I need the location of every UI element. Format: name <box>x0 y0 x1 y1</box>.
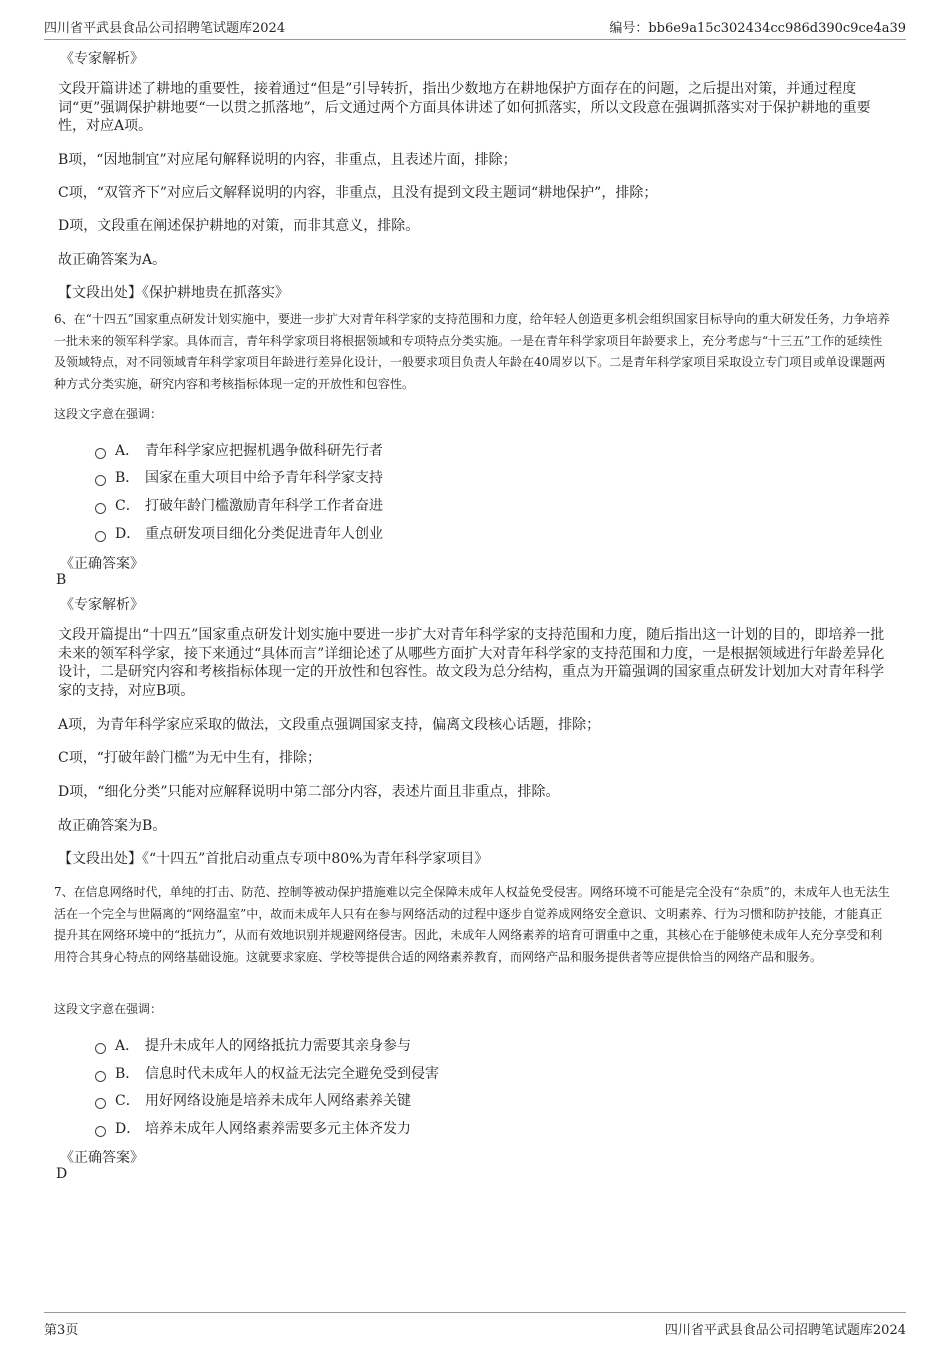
expert-analysis-label: 《专家解析》 <box>60 51 144 67</box>
question-6-prompt: 这段文字意在强调： <box>54 407 163 421</box>
analysis-option-b: B项，“因地制宜”对应尾句解释说明的内容，非重点，且表述片面，排除； <box>58 152 517 168</box>
analysis-option-a: A项，为青年科学家应采取的做法，文段重点强调国家支持，偏离文段核心话题，排除； <box>58 717 601 733</box>
question-6-option-a[interactable] <box>95 440 383 460</box>
correct-answer-label: 《正确答案》 <box>60 556 144 572</box>
option-key: A． <box>115 1038 140 1054</box>
radio-icon[interactable] <box>95 1071 106 1082</box>
question-7-option-a[interactable] <box>95 1035 411 1055</box>
question-7-option-d[interactable] <box>95 1118 411 1138</box>
passage-source: 【文段出处】《保护耕地贵在抓落实》 <box>58 285 289 301</box>
page-header <box>44 14 906 40</box>
option-text: 信息时代未成年人的权益无法完全避免受到侵害 <box>145 1066 439 1082</box>
radio-icon[interactable] <box>95 475 106 486</box>
page-number: 第3页 <box>44 1322 79 1338</box>
option-key: B． <box>115 470 140 486</box>
analysis-option-c: C项，“打破年龄门槛”为无中生有，排除； <box>58 750 322 766</box>
question-7-stem: 7、在信息网络时代，单纯的打击、防范、控制等被动保护措施难以完全保障未成年人权益免受侵害。网络环境不可能是完全没有“杂质”的，未成年人也无法生活在一个完全与世隔离的“网络温室”中，故而未成年人只有在参与网络活动的过程中逐步自觉养成网络安全意识、文明素养、行为习惯和防护技能，才能真正提升其在网络环境中的“抵抗力”，从而有效地识别并规避网络侵害。因此，未成年人网络素养的培育可谓重中之重，其核心在于能够使未成年人充分享受和利用符合其身心特点的网络基础设施。这就要求家庭、学校等提供合适的网络素养教育，而网络产品和服务提供者等应提供恰当的网络产品和服务。 <box>54 885 890 964</box>
question-6-option-d[interactable] <box>95 523 383 543</box>
question-7-prompt: 这段文字意在强调： <box>54 1002 163 1016</box>
answer-conclusion: 故正确答案为A。 <box>58 252 167 268</box>
analysis-option-c: C项，“双管齐下”对应后文解释说明的内容，非重点，且没有提到文段主题词“耕地保护”，排除； <box>58 185 658 201</box>
option-text: 国家在重大项目中给予青年科学家支持 <box>145 470 383 486</box>
question-6-option-b[interactable] <box>95 467 383 487</box>
option-text: 重点研发项目细化分类促进青年人创业 <box>145 526 383 542</box>
option-key: D． <box>115 1121 141 1137</box>
option-key: B． <box>115 1066 140 1082</box>
option-text: 提升未成年人的网络抵抗力需要其亲身参与 <box>145 1038 411 1054</box>
page-footer <box>44 1312 906 1339</box>
option-key: D． <box>115 526 141 542</box>
option-text: 用好网络设施是培养未成年人网络素养关键 <box>145 1093 411 1109</box>
answer-conclusion: 故正确答案为B。 <box>58 818 167 834</box>
expert-analysis-text: 文段开篇讲述了耕地的重要性，接着通过“但是”引导转折，指出少数地方在耕地保护方面存在的问题，之后提出对策，并通过程度词“更”强调保护耕地要“一以贯之抓落地”，后文通过两个方面具体讲述了如何抓落实，所以文段意在强调抓落实对于保护耕地的重要性，对应A项。 <box>58 81 871 134</box>
document-id: 编号：bb6e9a15c302434cc986d390c9ce4a39 <box>609 21 906 36</box>
radio-icon[interactable] <box>95 1043 106 1054</box>
option-text: 打破年龄门槛激励青年科学工作者奋进 <box>145 498 383 514</box>
passage-source: 【文段出处】《“十四五”首批启动重点专项中80%为青年科学家项目》 <box>58 851 489 867</box>
analysis-option-d: D项，文段重在阐述保护耕地的对策，而非其意义，排除。 <box>58 218 420 234</box>
header-title: 四川省平武县食品公司招聘笔试题库2024 <box>44 21 286 36</box>
option-key: A． <box>115 443 140 459</box>
correct-answer: B <box>56 572 67 588</box>
question-7-option-b[interactable] <box>95 1063 439 1083</box>
question-7-option-c[interactable] <box>95 1090 411 1110</box>
expert-analysis-text: 文段开篇提出“十四五”国家重点研发计划实施中要进一步扩大对青年科学家的支持范围和力度，随后指出这一计划的目的，即培养一批未来的领军科学家，接下来通过“具体而言”详细论述了从哪些方面扩大对青年科学家的支持范围和力度，一是根据领域进行年龄差异化设计，二是研究内容和考核指标体现一定的开放性和包容性。故文段为总分结构，重点为开篇强调的国家重点研发计划加大对青年科学家的支持，对应B项。 <box>58 627 885 699</box>
option-text: 培养未成年人网络素养需要多元主体齐发力 <box>145 1121 411 1137</box>
expert-analysis-label: 《专家解析》 <box>60 597 144 613</box>
option-key: C． <box>115 1093 140 1109</box>
correct-answer-label: 《正确答案》 <box>60 1150 144 1166</box>
question-6-stem: 6、在“十四五”国家重点研发计划实施中，要进一步扩大对青年科学家的支持范围和力度，给年轻人创造更多机会组织国家目标导向的重大研发任务，力争培养一批未来的领军科学家。具体而言，青年科学家项目将根据领域和专项特点分类实施。一是在青年科学家项目年龄要求上，充分考虑与“十三五”工作的延续性及领域特点，对不同领域青年科学家项目年龄进行差异化设计，一般要求项目负责人年龄在40周岁以下。二是青年科学家项目采取设立专门项目或单设课题两种方式分类实施，研究内容和考核指标体现一定的开放性和包容性。 <box>54 312 890 391</box>
footer-title: 四川省平武县食品公司招聘笔试题库2024 <box>664 1322 906 1338</box>
radio-icon[interactable] <box>95 503 106 514</box>
correct-answer: D <box>56 1166 68 1182</box>
analysis-option-d: D项，“细化分类”只能对应解释说明中第二部分内容，表述片面且非重点，排除。 <box>58 784 560 800</box>
radio-icon[interactable] <box>95 1098 106 1109</box>
option-key: C． <box>115 498 140 514</box>
radio-icon[interactable] <box>95 1126 106 1137</box>
question-6-option-c[interactable] <box>95 495 383 515</box>
radio-icon[interactable] <box>95 448 106 459</box>
option-text: 青年科学家应把握机遇争做科研先行者 <box>145 443 383 459</box>
radio-icon[interactable] <box>95 531 106 542</box>
